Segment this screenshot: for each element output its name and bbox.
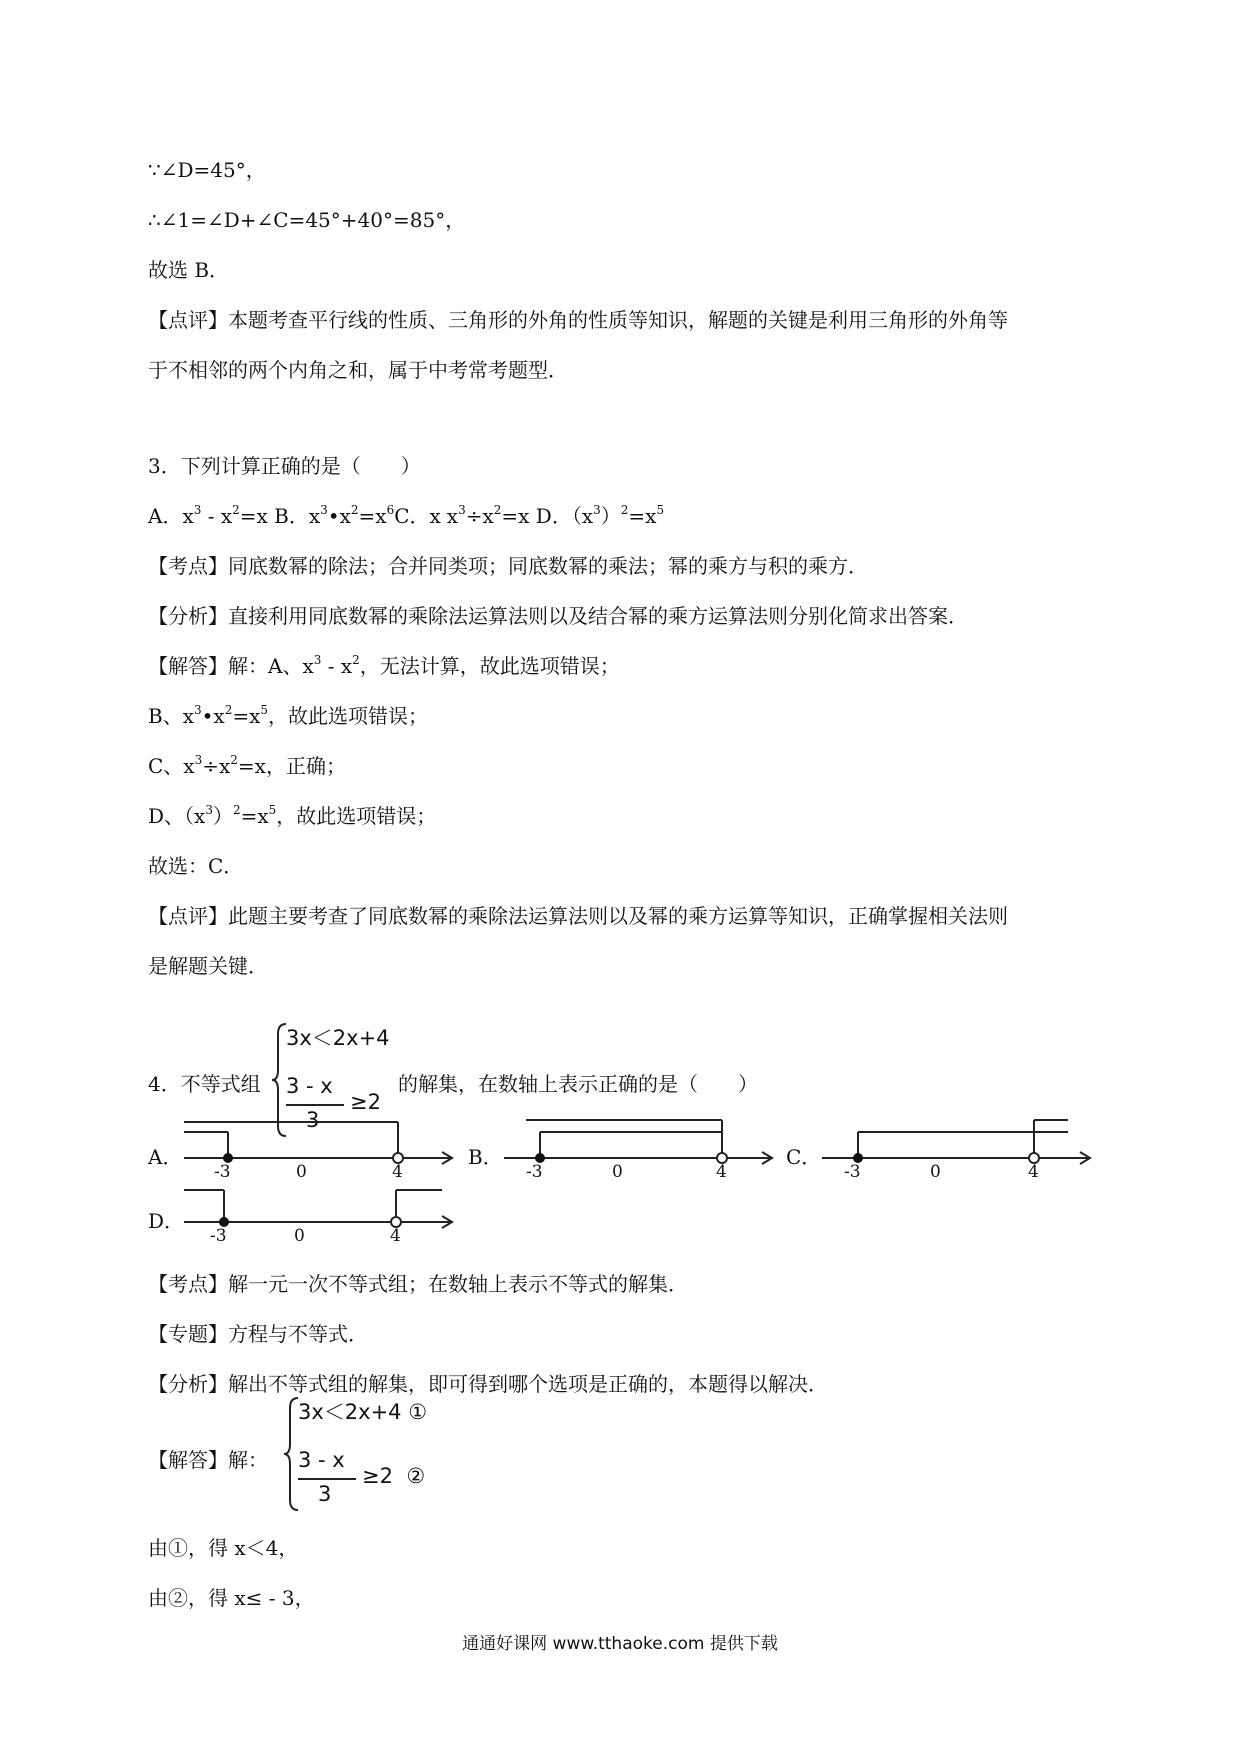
number-line-b (500, 1118, 780, 1188)
step-2: 由②，得 x≤ - 3， (148, 1586, 315, 1610)
comment-q3-line2: 是解题关键． (148, 954, 268, 978)
inequality-1: 3x＜2x+4 (286, 1026, 390, 1050)
step-1: 由①，得 x＜4， (148, 1536, 299, 1560)
comment-q3-line1: 【点评】此题主要考查了同底数幂的乘除法运算法则以及幂的乘方运算等知识，正确掌握相关法则 (148, 904, 1008, 928)
kaodian-q4: 【考点】解一元一次不等式组；在数轴上表示不等式的解集． (148, 1272, 688, 1296)
inequality-2-numerator: 3 - x (286, 1074, 333, 1098)
tick-label: 0 (612, 1162, 623, 1182)
question-4-suffix: 的解集，在数轴上表示正确的是（ ） (398, 1072, 758, 1096)
question-3-options: A．$x^3 - x^2=x$ B．$x^3•x^2=x^6C$．x $x^3\div x^2=x$ D．$(x^3)^2=x^5$ (148, 503, 665, 528)
inequality-1: 3x＜2x+4 ① (298, 1400, 428, 1424)
inequality-2-relation: ≥2 (350, 1090, 381, 1114)
fenxi-q4: 【分析】解出不等式组的解集，即可得到哪个选项是正确的，本题得以解决． (148, 1372, 828, 1396)
inequality-2-denominator: 3 (318, 1482, 332, 1506)
tick-label: -3 (214, 1162, 231, 1182)
option-d-label: D． (148, 1209, 185, 1233)
line-angle-sum: ∴∠1=∠D+∠C=45°+40°=85°， (148, 208, 466, 232)
number-line-c (818, 1118, 1098, 1188)
tick-label: 0 (296, 1162, 307, 1182)
number-line-d (180, 1182, 460, 1252)
jieda-q3-b: B、$x^3•x^2=x^5$，故此选项错误； (148, 703, 429, 728)
tick-label: -3 (210, 1226, 227, 1246)
tick-label: -3 (844, 1162, 861, 1182)
tick-label: 4 (716, 1162, 727, 1182)
option-b-label: B． (468, 1145, 503, 1169)
answer-q3: 故选：C． (148, 854, 244, 878)
jieda-q3-d: D、$(x^3)^2=x^5$，故此选项错误； (148, 803, 437, 828)
question-3: 3．下列计算正确的是（ ） (148, 454, 421, 478)
number-line-a (180, 1118, 460, 1188)
tick-label: 0 (294, 1226, 305, 1246)
jieda-q4-prefix: 【解答】解： (148, 1448, 268, 1472)
question-4-prefix: 4．不等式组 (148, 1072, 261, 1096)
tick-label: 0 (930, 1162, 941, 1182)
jieda-q3-a: 【解答】解：A、$x^3 - x^2$，无法计算，故此选项错误； (148, 653, 620, 678)
tick-label: -3 (526, 1162, 543, 1182)
inequality-2-denominator: 3 (306, 1108, 320, 1132)
inequality-2-relation: ≥2 ② (362, 1464, 426, 1488)
tick-label: 4 (1028, 1162, 1039, 1182)
option-c-label: C． (786, 1145, 822, 1169)
fraction-bar (298, 1478, 356, 1480)
tick-label: 4 (390, 1226, 401, 1246)
kaodian-q3: 【考点】同底数幂的除法；合并同类项；同底数幂的乘法；幂的乘方与积的乘方． (148, 554, 868, 578)
fenxi-q3: 【分析】直接利用同底数幂的乘除法运算法则以及结合幂的乘方运算法则分别化简求出答案． (148, 604, 968, 628)
inequality-system-solution (282, 1394, 452, 1516)
comment-q2-line2: 于不相邻的两个内角之和，属于中考常考题型． (148, 358, 568, 382)
fraction-bar (286, 1104, 344, 1106)
comment-q2-line1: 【点评】本题考查平行线的性质、三角形的外角的性质等知识，解题的关键是利用三角形的外角等 (148, 308, 1008, 332)
line-answer-b: 故选 B． (148, 258, 230, 282)
zhuanti-q4: 【专题】方程与不等式． (148, 1322, 368, 1346)
inequality-2-numerator: 3 - x (298, 1448, 345, 1472)
footer-source: 通通好课网 www.tthaoke.com 提供下载 (462, 1634, 778, 1654)
tick-label: 4 (392, 1162, 403, 1182)
option-a-label: A． (148, 1145, 183, 1169)
line-given-angle-d: ∵∠D=45°， (148, 158, 266, 182)
jieda-q3-c: C、$x^3\div x^2=x$，正确； (148, 753, 346, 778)
